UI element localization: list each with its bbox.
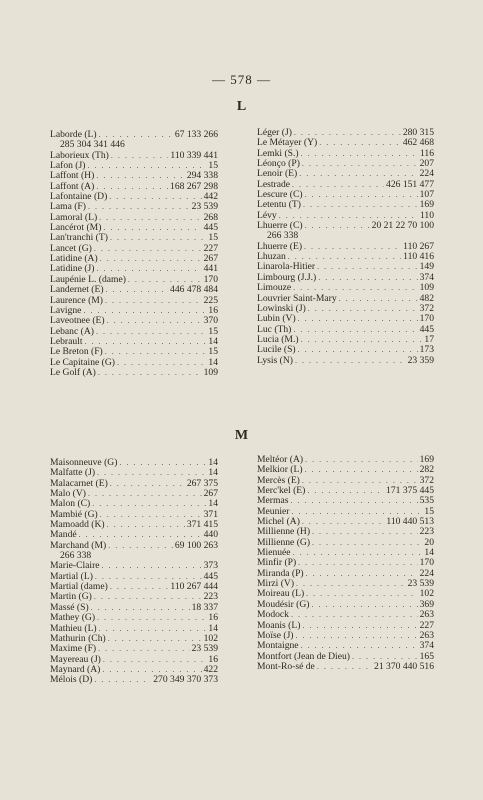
entry-name: Laupénie L. (dame) [50, 273, 126, 285]
entry-pages: 371 [203, 508, 218, 520]
leader-dots [319, 138, 401, 148]
entry-pages: 267 [203, 488, 218, 500]
entry-pages: 169 [419, 454, 434, 465]
leader-dots [296, 631, 418, 641]
entry-name: Moireau (L) [257, 588, 305, 600]
entry-name: Minfir (P) [257, 557, 297, 569]
entry-pages: 15 [208, 325, 218, 337]
index-entry [257, 610, 434, 620]
leader-dots [298, 558, 417, 568]
leader-dots [103, 223, 201, 233]
entry-name: Laborde (L) [50, 129, 97, 140]
entry-name: Martial (dame) [50, 581, 108, 593]
entry-name: Mayereau (J) [50, 653, 101, 665]
entry-name: Limouze [257, 282, 292, 294]
entry-name: Mont-Ro-sé de [257, 660, 315, 672]
entry-name: Mirzi (V) [257, 578, 295, 590]
leader-dots [306, 589, 417, 599]
leader-dots [339, 294, 418, 304]
leader-dots [318, 273, 417, 283]
page-number: — 578 — [212, 72, 271, 87]
entry-pages: 227 [419, 619, 434, 631]
leader-dots [295, 356, 406, 366]
entry-pages: 20 [424, 536, 434, 548]
entry-name: Lenoir (E) [257, 168, 298, 180]
entry-name: Miranda (P) [257, 567, 304, 579]
entry-name: Moïse (J) [257, 629, 294, 641]
entry-pages: 426 151 477 [386, 178, 434, 190]
entry-pages: 149 [419, 261, 434, 273]
entry-pages: 69 100 263 [174, 539, 218, 551]
entry-name: Lama (F) [50, 201, 86, 213]
entry-name: Laveotnee (E) [50, 315, 105, 327]
entry-pages: 223 [203, 591, 218, 603]
index-entry [50, 644, 218, 654]
entry-name: Le Capitaine (G) [50, 356, 115, 368]
entry-pages: 110 267 444 [170, 581, 218, 593]
index-entry [257, 641, 434, 651]
entry-pages: 462 468 [402, 137, 434, 149]
entry-pages: 23 539 [191, 643, 218, 655]
leader-dots [312, 600, 418, 610]
entry-name: Massé (S) [50, 601, 89, 613]
leader-dots [110, 582, 169, 592]
entry-name: Le Breton (F) [50, 346, 103, 358]
entry-name: Mathurin (Ch) [50, 632, 106, 644]
entry-pages: 14 [208, 457, 218, 468]
leader-dots [302, 159, 418, 169]
leader-dots [293, 548, 423, 558]
leader-dots [308, 304, 418, 314]
entry-name: Laborieux (Th) [50, 149, 109, 161]
index-entry [257, 345, 434, 355]
entry-name: Malo (V) [50, 488, 86, 500]
entry-pages: 372 [419, 474, 434, 486]
index-entry [257, 662, 434, 672]
entry-pages: 15 [208, 232, 218, 244]
entry-pages: 482 [419, 292, 434, 304]
entry-pages: 440 [203, 529, 218, 541]
leader-dots [99, 624, 207, 634]
entry-name: Lebanc (A) [50, 325, 94, 337]
entry-pages: 170 [419, 313, 434, 325]
entry-name: Lescure (C) [257, 189, 303, 201]
entry-pages: 280 315 [402, 127, 434, 138]
entry-pages: 17 [424, 333, 434, 345]
entry-name: Michel (A) [257, 516, 300, 528]
leader-dots [103, 655, 207, 665]
entry-name: Lucia (M.) [257, 333, 299, 345]
entry-pages: 535 [419, 495, 434, 507]
entry-pages: 20 21 22 70 100 [371, 220, 434, 232]
leader-dots [91, 603, 190, 613]
entry-name: 266 338 [267, 230, 299, 242]
entry-pages: 224 [419, 567, 434, 579]
entry-name: Millienne (G) [257, 536, 311, 548]
leader-dots [88, 489, 202, 499]
entry-pages: 445 [419, 323, 434, 335]
leader-dots [293, 283, 418, 293]
leader-dots [99, 213, 201, 223]
leader-dots [111, 151, 169, 161]
leader-dots [119, 458, 206, 468]
entry-name: Lavigne [50, 304, 82, 316]
leader-dots [110, 479, 185, 489]
entry-name: Lhuerre (C) [257, 220, 303, 232]
leader-dots [293, 325, 417, 335]
entry-name: Mercès (E) [257, 474, 300, 486]
entry-name: Landernet (E) [50, 284, 104, 296]
entry-name: Laffont (H) [50, 170, 95, 182]
leader-dots [302, 517, 384, 527]
leader-dots [105, 347, 207, 357]
entry-name: Limbourg (J.J.) [257, 271, 317, 283]
entry-pages: 21 370 440 516 [374, 660, 434, 672]
index-entry [50, 368, 218, 378]
leader-dots [98, 368, 202, 378]
leader-dots [102, 561, 202, 571]
index-column-m-left [50, 458, 218, 686]
entry-pages: 15 [208, 160, 218, 172]
entry-pages: 23 539 [191, 201, 218, 213]
entry-pages: 14 [208, 356, 218, 368]
leader-dots [110, 233, 206, 243]
entry-name: Lancérot (M) [50, 222, 102, 234]
entry-pages: 441 [203, 263, 218, 275]
entry-name: Martial (L) [50, 570, 93, 582]
entry-name: Malfatte (J) [50, 467, 96, 479]
entry-name: Maynard (A) [50, 663, 101, 675]
entry-name: Mathey (G) [50, 612, 96, 624]
leader-dots [85, 337, 207, 347]
index-entry [50, 613, 218, 623]
entry-name: Le Métayer (Y) [257, 137, 318, 149]
leader-dots [302, 621, 417, 631]
entry-pages: 14 [208, 498, 218, 510]
entry-pages: 110 339 441 [170, 149, 218, 161]
entry-pages: 263 [419, 609, 434, 621]
entry-name: Lucile (S) [257, 344, 296, 356]
entry-name: 266 338 [60, 550, 92, 562]
leader-dots [301, 149, 418, 159]
entry-pages: 170 [203, 273, 218, 285]
leader-dots [107, 520, 185, 530]
entry-name: Lafon (J) [50, 160, 86, 172]
entry-name: Lysis (N) [257, 354, 293, 366]
entry-pages: 227 [203, 242, 218, 254]
entry-pages: 15 [208, 346, 218, 358]
entry-name: Martin (G) [50, 591, 92, 603]
entry-name: Marchand (M) [50, 539, 107, 551]
leader-dots [301, 641, 418, 651]
entry-pages: 369 [419, 598, 434, 610]
entry-pages: 374 [419, 271, 434, 283]
entry-pages: 16 [208, 653, 218, 665]
section-letter-l: L [236, 99, 247, 114]
entry-name: Lemki (S.) [257, 147, 299, 159]
leader-dots [94, 675, 151, 685]
entry-name: Meltéor (A) [257, 454, 304, 465]
entry-name: Malon (C) [50, 498, 91, 510]
entry-name: Lamoral (L) [50, 211, 98, 223]
leader-dots [106, 285, 168, 295]
leader-dots [298, 314, 418, 324]
entry-name: Lhuerre (E) [257, 240, 303, 252]
entry-pages: 109 [419, 282, 434, 294]
entry-pages: 168 267 298 [170, 180, 218, 192]
entry-pages: 267 [203, 253, 218, 265]
leader-dots [304, 242, 401, 252]
entry-name: Montfort (Jean de Dieu) [257, 650, 350, 662]
leader-dots [88, 202, 190, 212]
entry-pages: 268 [203, 211, 218, 223]
entry-name: Lévy [257, 209, 277, 221]
entry-pages: 207 [419, 158, 434, 170]
entry-name: Luc (Th) [257, 323, 292, 335]
entry-pages: 110 [419, 209, 434, 221]
index-entry [50, 316, 218, 326]
entry-pages: 23 359 [407, 354, 434, 366]
entry-name: Le Golf (A) [50, 366, 96, 378]
entry-name: Mermas [257, 495, 289, 507]
entry-pages: 445 [203, 570, 218, 582]
entry-name: Laurence (M) [50, 294, 103, 306]
section-letter-m: M [234, 428, 249, 443]
entry-pages: 107 [419, 189, 434, 201]
entry-name: Melkior (L) [257, 464, 303, 476]
leader-dots [108, 634, 202, 644]
entry-pages: 263 [419, 629, 434, 641]
entry-name: Millienne (H) [257, 526, 311, 538]
entry-pages: 370 [203, 315, 218, 327]
entry-name: Maxime (F) [50, 643, 97, 655]
leader-dots [306, 569, 418, 579]
entry-name: Lhuzan [257, 251, 286, 263]
entry-pages: 373 [203, 560, 218, 572]
entry-pages: 173 [419, 344, 434, 356]
leader-dots [290, 496, 417, 506]
entry-name: Letentu (T) [257, 199, 301, 211]
entry-pages: 294 338 [186, 170, 218, 182]
entry-name: 285 304 341 446 [60, 139, 125, 151]
entry-name: Lestrade [257, 178, 291, 190]
entry-pages: 282 [419, 464, 434, 476]
index-entry [50, 675, 218, 685]
entry-pages: 14 [208, 622, 218, 634]
entry-pages: 110 416 [403, 251, 434, 263]
entry-name: Maisonneuve (G) [50, 457, 118, 468]
entry-pages: 170 [419, 557, 434, 569]
entry-name: Lan'tranchi (T) [50, 232, 108, 244]
entry-pages: 16 [208, 304, 218, 316]
leader-dots [303, 200, 418, 210]
entry-pages: 15 [424, 505, 434, 517]
leader-dots [305, 455, 418, 465]
entry-name: Latidine (J) [50, 263, 95, 275]
entry-pages: 67 133 266 [174, 129, 218, 140]
entry-name: Latidine (A) [50, 253, 98, 265]
entry-pages: 171 375 445 [386, 485, 434, 497]
entry-pages: 446 478 484 [170, 284, 218, 296]
leader-dots [97, 613, 206, 623]
index-column-l-right [257, 128, 434, 366]
leader-dots [109, 192, 201, 202]
entry-pages: 14 [208, 335, 218, 347]
index-entry [50, 285, 218, 295]
entry-pages: 116 [419, 147, 434, 159]
entry-name: Malacarnet (E) [50, 477, 108, 489]
leader-dots [94, 592, 202, 602]
leader-dots [108, 541, 173, 551]
leader-dots [305, 465, 418, 475]
leader-dots [96, 327, 206, 337]
leader-dots [317, 662, 372, 672]
leader-dots [100, 254, 202, 264]
leader-dots [92, 499, 206, 509]
entry-pages: 14 [208, 467, 218, 479]
entry-name: Mienuée [257, 547, 291, 559]
leader-dots [94, 244, 202, 254]
index-entry [257, 200, 434, 210]
entry-name: Meunier [257, 505, 290, 517]
entry-pages: 165 [419, 650, 434, 662]
entry-name: Moanis (L) [257, 619, 301, 631]
leader-dots [298, 345, 418, 355]
leader-dots [307, 486, 384, 496]
entry-pages: 442 [203, 191, 218, 203]
entry-name: Linarola-Hitier [257, 261, 316, 273]
entry-pages: 169 [419, 199, 434, 211]
leader-dots [96, 182, 168, 192]
leader-dots [296, 579, 406, 589]
index-entry [50, 347, 218, 357]
leader-dots [292, 180, 384, 190]
entry-name: Léger (J) [257, 127, 292, 138]
entry-name: Mamoadd (K) [50, 519, 105, 531]
leader-dots [107, 316, 202, 326]
entry-pages: 14 [424, 547, 434, 559]
entry-pages: 102 [203, 632, 218, 644]
entry-name: Lancet (G) [50, 242, 92, 254]
entry-pages: 267 375 [186, 477, 218, 489]
entry-pages: 18 337 [191, 601, 218, 613]
entry-pages: 445 [203, 222, 218, 234]
entry-name: Lafontaine (D) [50, 191, 108, 203]
entry-name: Lebrault [50, 335, 83, 347]
leader-dots [305, 221, 370, 231]
index-entry [257, 314, 434, 324]
entry-pages: 23 539 [407, 578, 434, 590]
entry-pages: 225 [203, 294, 218, 306]
leader-dots [305, 190, 418, 200]
entry-pages: 270 349 370 373 [153, 674, 218, 686]
entry-pages: 422 [203, 663, 218, 675]
entry-name: Louvrier Saint-Mary [257, 292, 337, 304]
index-column-l-left [50, 130, 218, 378]
entry-name: Mélois (D) [50, 674, 93, 686]
entry-name: Lubin (V) [257, 313, 296, 325]
entry-pages: 224 [419, 168, 434, 180]
leader-dots [117, 358, 206, 368]
entry-name: Mandé [50, 529, 77, 541]
leader-dots [291, 610, 418, 620]
entry-pages: 371 415 [186, 519, 218, 531]
entry-pages: 110 267 [403, 240, 434, 252]
leader-dots [317, 262, 418, 272]
leader-dots [105, 296, 202, 306]
entry-name: Montaigne [257, 640, 299, 652]
entry-pages: 110 440 513 [386, 516, 434, 528]
leader-dots [98, 644, 190, 654]
entry-name: Mathieu (L) [50, 622, 97, 634]
entry-name: Léonço (P) [257, 158, 300, 170]
index-column-m-right [257, 455, 434, 672]
entry-name: Laffont (A) [50, 180, 95, 192]
leader-dots [312, 538, 422, 548]
entry-name: Lowinski (J) [257, 302, 306, 314]
entry-name: Moudésir (G) [257, 598, 310, 610]
entry-pages: 223 [419, 526, 434, 538]
entry-pages: 374 [419, 640, 434, 652]
entry-name: Merc'kel (E) [257, 485, 306, 497]
entry-pages: 109 [203, 366, 218, 378]
entry-name: Modock [257, 609, 289, 621]
entry-pages: 372 [419, 302, 434, 314]
entry-name: Mambié (G) [50, 508, 98, 520]
entry-pages: 16 [208, 612, 218, 624]
index-entry [257, 356, 434, 366]
entry-pages: 102 [419, 588, 434, 600]
index-entry [257, 283, 434, 293]
leader-dots [301, 335, 423, 345]
entry-name: Marie-Claire [50, 560, 100, 572]
leader-dots [312, 527, 418, 537]
